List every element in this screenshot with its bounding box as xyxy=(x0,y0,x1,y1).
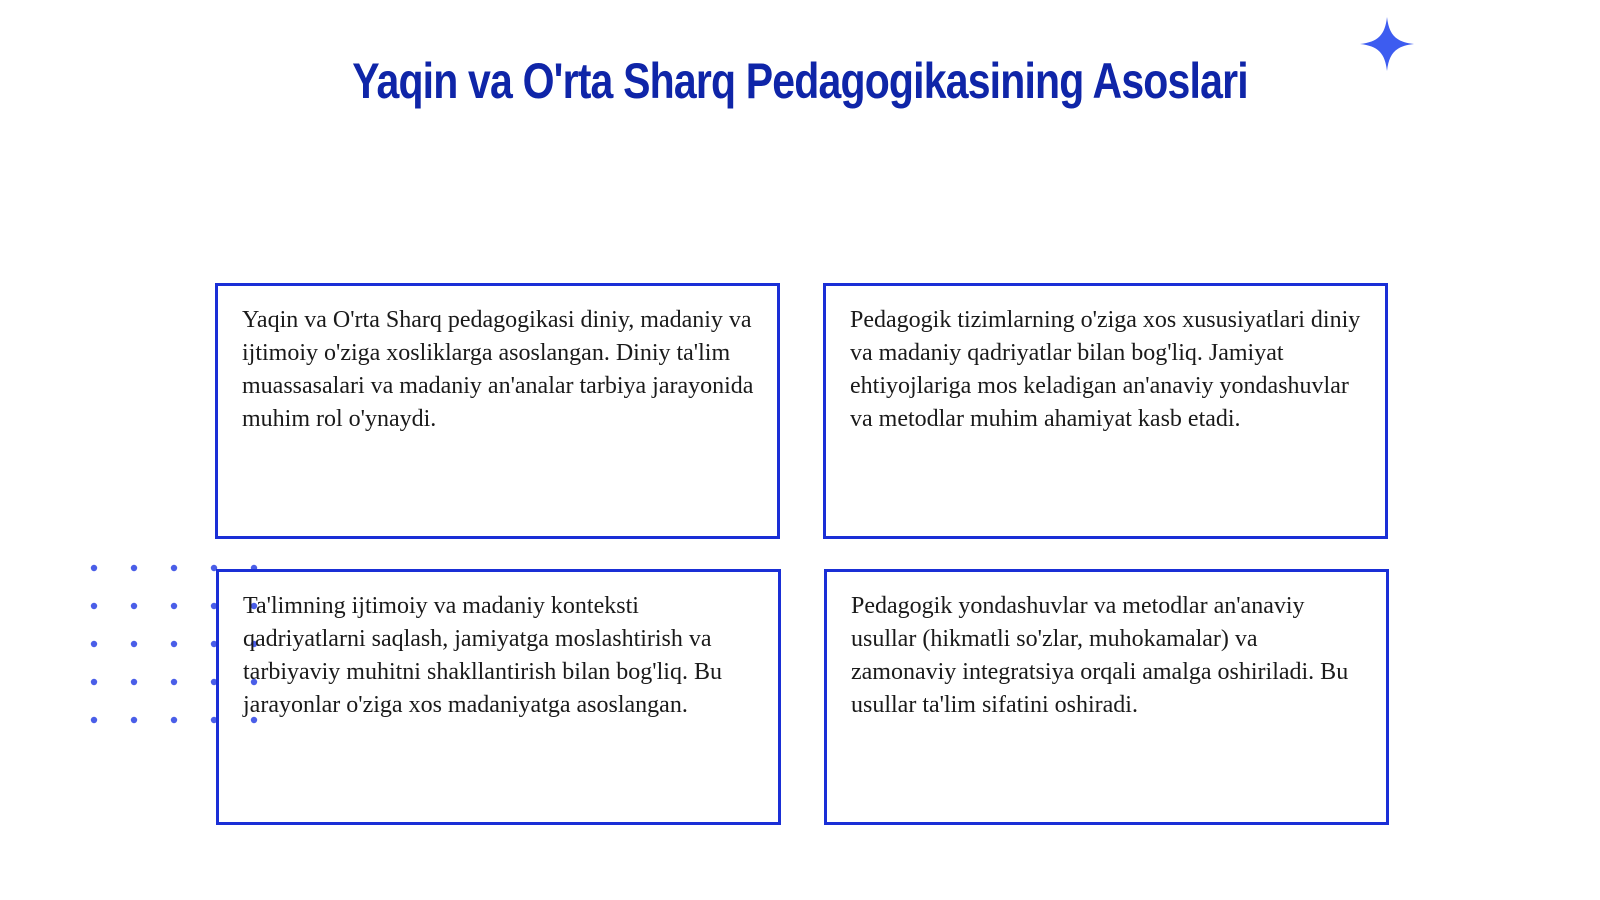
card-text: Yaqin va O'rta Sharq pedagogikasi diniy, madaniy va ijtimoiy o'ziga xosliklarga asoslangan. Diniy ta'lim muassasalari va madaniy an'analar tarbiya jarayonida muhim rol o'ynaydi. xyxy=(242,307,754,432)
card-text: Pedagogik tizimlarning o'ziga xos xususiyatlari diniy va madaniy qadriyatlar bilan bog'liq. Jamiyat ehtiyojlariga mos keladigan an'anaviy yondashuvlar va metodlar muhim ahamiyat kasb etadi. xyxy=(850,307,1361,432)
four-point-star-icon xyxy=(1360,17,1414,71)
content-card-2 xyxy=(823,283,1388,539)
slide-title: Yaqin va O'rta Sharq Pedagogikasining Asoslari xyxy=(352,53,1248,109)
content-card-4 xyxy=(824,569,1389,825)
card-text: Pedagogik yondashuvlar va metodlar an'anaviy usullar (hikmatli so'zlar, muhokamalar) va zamonaviy integratsiya orqali amalga oshiriladi. Bu usullar ta'lim sifatini oshiradi. xyxy=(851,593,1349,718)
content-card-3 xyxy=(216,569,781,825)
card-text: Ta'limning ijtimoiy va madaniy konteksti qadriyatlarni saqlash, jamiyatga moslashtirish va tarbiyaviy muhitni shakllantirish bilan bog'liq. Bu jarayonlar o'ziga xos madaniyatga asoslangan. xyxy=(243,593,722,718)
content-card-1 xyxy=(215,283,780,539)
